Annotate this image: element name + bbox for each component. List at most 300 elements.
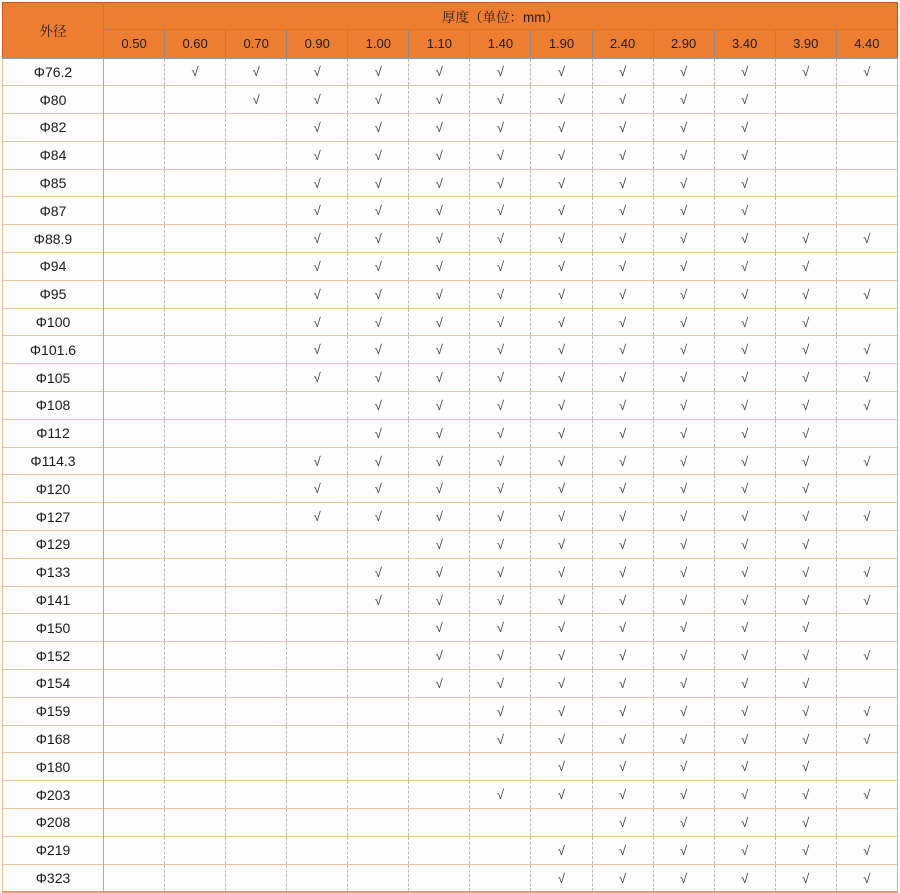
check-cell-checked: √ xyxy=(714,586,775,614)
check-cell-empty xyxy=(287,670,348,698)
check-cell-checked: √ xyxy=(775,586,836,614)
check-cell-checked: √ xyxy=(836,781,897,809)
thickness-col-header: 2.90 xyxy=(653,30,714,58)
check-cell-checked: √ xyxy=(836,586,897,614)
check-cell-empty xyxy=(226,836,287,864)
check-cell-checked: √ xyxy=(775,864,836,892)
check-cell-empty xyxy=(470,753,531,781)
check-cell-checked: √ xyxy=(836,503,897,531)
check-cell-checked: √ xyxy=(836,558,897,586)
check-cell-checked: √ xyxy=(470,558,531,586)
check-cell-checked: √ xyxy=(348,280,409,308)
row-header-diameter: Φ127 xyxy=(3,503,104,531)
check-cell-checked: √ xyxy=(714,836,775,864)
check-cell-empty xyxy=(287,558,348,586)
table-row xyxy=(3,531,898,559)
check-cell-checked: √ xyxy=(470,114,531,142)
check-cell-empty xyxy=(531,809,592,837)
check-cell-empty xyxy=(104,58,165,86)
thickness-header: 厚度（单位：mm） xyxy=(104,3,898,30)
table-row xyxy=(3,308,898,336)
check-cell-checked: √ xyxy=(653,141,714,169)
check-cell-checked: √ xyxy=(531,447,592,475)
row-header-diameter: Φ82 xyxy=(3,114,104,142)
table-row xyxy=(3,419,898,447)
check-cell-empty xyxy=(226,280,287,308)
check-cell-checked: √ xyxy=(531,531,592,559)
check-cell-empty xyxy=(775,169,836,197)
check-cell-checked: √ xyxy=(348,364,409,392)
check-cell-empty xyxy=(287,586,348,614)
check-cell-empty xyxy=(165,670,226,698)
table-row xyxy=(3,670,898,698)
check-cell-checked: √ xyxy=(714,308,775,336)
check-cell-empty xyxy=(104,781,165,809)
check-cell-checked: √ xyxy=(348,253,409,281)
check-cell-checked: √ xyxy=(714,864,775,892)
check-cell-checked: √ xyxy=(836,447,897,475)
check-cell-empty xyxy=(165,169,226,197)
table-row xyxy=(3,197,898,225)
check-cell-empty xyxy=(836,419,897,447)
check-cell-checked: √ xyxy=(287,308,348,336)
check-cell-empty xyxy=(226,809,287,837)
check-cell-empty xyxy=(409,809,470,837)
check-cell-checked: √ xyxy=(592,197,653,225)
check-cell-checked: √ xyxy=(531,58,592,86)
check-cell-empty xyxy=(226,670,287,698)
check-cell-checked: √ xyxy=(470,642,531,670)
check-cell-empty xyxy=(226,558,287,586)
check-cell-checked: √ xyxy=(653,586,714,614)
outer-diameter-header: 外径 xyxy=(3,3,104,58)
check-cell-checked: √ xyxy=(409,86,470,114)
check-cell-empty xyxy=(104,169,165,197)
check-cell-checked: √ xyxy=(348,475,409,503)
check-cell-checked: √ xyxy=(592,531,653,559)
row-header-diameter: Φ203 xyxy=(3,781,104,809)
check-cell-checked: √ xyxy=(470,531,531,559)
check-cell-checked: √ xyxy=(470,336,531,364)
check-cell-empty xyxy=(409,781,470,809)
check-cell-checked: √ xyxy=(836,642,897,670)
check-cell-checked: √ xyxy=(592,864,653,892)
check-cell-checked: √ xyxy=(470,475,531,503)
check-cell-checked: √ xyxy=(531,392,592,420)
row-header-diameter: Φ219 xyxy=(3,836,104,864)
table-row xyxy=(3,558,898,586)
check-cell-checked: √ xyxy=(592,697,653,725)
check-cell-checked: √ xyxy=(470,58,531,86)
check-cell-empty xyxy=(836,475,897,503)
check-cell-empty xyxy=(104,392,165,420)
check-cell-checked: √ xyxy=(592,280,653,308)
row-header-diameter: Φ87 xyxy=(3,197,104,225)
check-cell-checked: √ xyxy=(653,531,714,559)
check-cell-checked: √ xyxy=(775,781,836,809)
check-cell-checked: √ xyxy=(592,364,653,392)
check-cell-empty xyxy=(165,809,226,837)
row-header-diameter: Φ100 xyxy=(3,308,104,336)
check-cell-empty xyxy=(104,697,165,725)
check-cell-checked: √ xyxy=(531,280,592,308)
check-cell-empty xyxy=(165,280,226,308)
table-row xyxy=(3,253,898,281)
check-cell-empty xyxy=(104,141,165,169)
thickness-col-header: 0.90 xyxy=(287,30,348,58)
check-cell-checked: √ xyxy=(775,531,836,559)
check-cell-checked: √ xyxy=(470,225,531,253)
check-cell-empty xyxy=(348,753,409,781)
table-row xyxy=(3,280,898,308)
check-cell-checked: √ xyxy=(348,114,409,142)
row-header-diameter: Φ208 xyxy=(3,809,104,837)
check-cell-checked: √ xyxy=(531,670,592,698)
check-cell-checked: √ xyxy=(592,558,653,586)
check-cell-checked: √ xyxy=(287,475,348,503)
check-cell-empty xyxy=(409,836,470,864)
check-cell-checked: √ xyxy=(592,114,653,142)
check-cell-empty xyxy=(165,642,226,670)
check-cell-checked: √ xyxy=(653,58,714,86)
check-cell-checked: √ xyxy=(165,58,226,86)
check-cell-checked: √ xyxy=(775,725,836,753)
check-cell-empty xyxy=(348,642,409,670)
check-cell-checked: √ xyxy=(409,531,470,559)
table-row xyxy=(3,169,898,197)
check-cell-checked: √ xyxy=(775,280,836,308)
check-cell-checked: √ xyxy=(714,58,775,86)
check-cell-checked: √ xyxy=(714,475,775,503)
check-cell-checked: √ xyxy=(836,725,897,753)
check-cell-checked: √ xyxy=(531,364,592,392)
check-cell-checked: √ xyxy=(287,336,348,364)
check-cell-checked: √ xyxy=(470,503,531,531)
check-cell-empty xyxy=(226,697,287,725)
check-cell-checked: √ xyxy=(592,419,653,447)
check-cell-checked: √ xyxy=(409,141,470,169)
check-cell-empty xyxy=(836,114,897,142)
check-cell-empty xyxy=(226,225,287,253)
check-cell-checked: √ xyxy=(653,809,714,837)
check-cell-checked: √ xyxy=(531,697,592,725)
check-cell-empty xyxy=(348,809,409,837)
check-cell-checked: √ xyxy=(531,503,592,531)
check-cell-checked: √ xyxy=(409,169,470,197)
check-cell-checked: √ xyxy=(653,308,714,336)
check-cell-empty xyxy=(836,197,897,225)
row-header-diameter: Φ141 xyxy=(3,586,104,614)
check-cell-checked: √ xyxy=(531,197,592,225)
check-cell-empty xyxy=(836,670,897,698)
check-cell-empty xyxy=(165,197,226,225)
check-cell-checked: √ xyxy=(409,586,470,614)
check-cell-empty xyxy=(165,336,226,364)
check-cell-empty xyxy=(226,781,287,809)
check-cell-empty xyxy=(226,253,287,281)
check-cell-checked: √ xyxy=(653,225,714,253)
check-cell-empty xyxy=(226,586,287,614)
check-cell-checked: √ xyxy=(592,447,653,475)
check-cell-checked: √ xyxy=(592,753,653,781)
check-cell-checked: √ xyxy=(348,392,409,420)
check-cell-empty xyxy=(165,475,226,503)
table-row xyxy=(3,225,898,253)
table-row xyxy=(3,364,898,392)
table-row xyxy=(3,753,898,781)
check-cell-checked: √ xyxy=(775,475,836,503)
check-cell-checked: √ xyxy=(714,531,775,559)
check-cell-checked: √ xyxy=(531,781,592,809)
check-cell-empty xyxy=(165,86,226,114)
check-cell-empty xyxy=(287,392,348,420)
check-cell-empty xyxy=(348,836,409,864)
check-cell-empty xyxy=(226,364,287,392)
check-cell-checked: √ xyxy=(836,225,897,253)
check-cell-empty xyxy=(165,225,226,253)
check-cell-checked: √ xyxy=(592,586,653,614)
check-cell-checked: √ xyxy=(470,419,531,447)
check-cell-checked: √ xyxy=(531,308,592,336)
check-cell-checked: √ xyxy=(714,419,775,447)
check-cell-checked: √ xyxy=(714,642,775,670)
check-cell-checked: √ xyxy=(470,364,531,392)
check-cell-checked: √ xyxy=(348,169,409,197)
check-cell-empty xyxy=(165,253,226,281)
check-cell-checked: √ xyxy=(470,280,531,308)
table-row xyxy=(3,642,898,670)
check-cell-checked: √ xyxy=(531,642,592,670)
check-cell-empty xyxy=(348,697,409,725)
check-cell-empty xyxy=(226,503,287,531)
check-cell-checked: √ xyxy=(409,475,470,503)
check-cell-checked: √ xyxy=(409,392,470,420)
check-cell-checked: √ xyxy=(531,86,592,114)
check-cell-checked: √ xyxy=(714,670,775,698)
check-cell-empty xyxy=(226,169,287,197)
check-cell-checked: √ xyxy=(348,86,409,114)
row-header-diameter: Φ108 xyxy=(3,392,104,420)
check-cell-empty xyxy=(226,864,287,892)
table-row xyxy=(3,86,898,114)
check-cell-empty xyxy=(836,169,897,197)
check-cell-empty xyxy=(348,781,409,809)
check-cell-empty xyxy=(165,864,226,892)
check-cell-checked: √ xyxy=(653,558,714,586)
check-cell-checked: √ xyxy=(531,836,592,864)
row-header-diameter: Φ101.6 xyxy=(3,336,104,364)
check-cell-checked: √ xyxy=(409,114,470,142)
thickness-col-header: 3.90 xyxy=(775,30,836,58)
check-cell-checked: √ xyxy=(714,753,775,781)
check-cell-checked: √ xyxy=(653,781,714,809)
check-cell-checked: √ xyxy=(836,336,897,364)
check-cell-checked: √ xyxy=(409,197,470,225)
check-cell-checked: √ xyxy=(531,336,592,364)
check-cell-empty xyxy=(104,864,165,892)
check-cell-checked: √ xyxy=(348,419,409,447)
thickness-col-header: 0.50 xyxy=(104,30,165,58)
check-cell-checked: √ xyxy=(470,781,531,809)
row-header-diameter: Φ85 xyxy=(3,169,104,197)
check-cell-checked: √ xyxy=(470,614,531,642)
check-cell-checked: √ xyxy=(775,364,836,392)
check-cell-empty xyxy=(104,308,165,336)
check-cell-checked: √ xyxy=(531,753,592,781)
check-cell-checked: √ xyxy=(348,58,409,86)
check-cell-checked: √ xyxy=(775,447,836,475)
check-cell-checked: √ xyxy=(653,253,714,281)
check-cell-checked: √ xyxy=(470,308,531,336)
check-cell-empty xyxy=(836,809,897,837)
check-cell-empty xyxy=(287,864,348,892)
check-cell-checked: √ xyxy=(409,447,470,475)
check-cell-checked: √ xyxy=(348,558,409,586)
check-cell-checked: √ xyxy=(531,475,592,503)
check-cell-checked: √ xyxy=(531,864,592,892)
check-cell-empty xyxy=(165,558,226,586)
check-cell-empty xyxy=(165,419,226,447)
row-header-diameter: Φ154 xyxy=(3,670,104,698)
check-cell-checked: √ xyxy=(775,614,836,642)
check-cell-checked: √ xyxy=(470,725,531,753)
check-cell-checked: √ xyxy=(409,670,470,698)
check-cell-empty xyxy=(104,809,165,837)
row-header-diameter: Φ180 xyxy=(3,753,104,781)
check-cell-checked: √ xyxy=(775,558,836,586)
check-cell-checked: √ xyxy=(775,419,836,447)
check-cell-empty xyxy=(104,86,165,114)
row-header-diameter: Φ114.3 xyxy=(3,447,104,475)
check-cell-checked: √ xyxy=(409,364,470,392)
check-cell-empty xyxy=(226,447,287,475)
check-cell-checked: √ xyxy=(470,253,531,281)
check-cell-checked: √ xyxy=(287,169,348,197)
check-cell-checked: √ xyxy=(531,725,592,753)
check-cell-checked: √ xyxy=(470,197,531,225)
check-cell-checked: √ xyxy=(714,558,775,586)
check-cell-checked: √ xyxy=(714,614,775,642)
check-cell-empty xyxy=(226,392,287,420)
check-cell-empty xyxy=(165,364,226,392)
check-cell-checked: √ xyxy=(592,225,653,253)
check-cell-checked: √ xyxy=(287,280,348,308)
table-row xyxy=(3,809,898,837)
check-cell-empty xyxy=(226,753,287,781)
table-row xyxy=(3,114,898,142)
table-body xyxy=(3,58,898,893)
check-cell-checked: √ xyxy=(653,697,714,725)
table-row xyxy=(3,697,898,725)
check-cell-checked: √ xyxy=(714,392,775,420)
check-cell-checked: √ xyxy=(287,197,348,225)
check-cell-empty xyxy=(104,614,165,642)
check-cell-empty xyxy=(226,336,287,364)
check-cell-empty xyxy=(165,114,226,142)
check-cell-checked: √ xyxy=(531,169,592,197)
check-cell-empty xyxy=(104,670,165,698)
check-cell-empty xyxy=(104,558,165,586)
check-cell-checked: √ xyxy=(531,614,592,642)
check-cell-checked: √ xyxy=(775,836,836,864)
table-row xyxy=(3,725,898,753)
check-cell-empty xyxy=(287,836,348,864)
table-row xyxy=(3,503,898,531)
check-cell-checked: √ xyxy=(653,642,714,670)
row-header-diameter: Φ80 xyxy=(3,86,104,114)
check-cell-checked: √ xyxy=(836,392,897,420)
check-cell-checked: √ xyxy=(531,419,592,447)
row-header-diameter: Φ88.9 xyxy=(3,225,104,253)
check-cell-checked: √ xyxy=(592,58,653,86)
check-cell-checked: √ xyxy=(653,475,714,503)
check-cell-empty xyxy=(104,225,165,253)
table-row xyxy=(3,781,898,809)
check-cell-checked: √ xyxy=(592,336,653,364)
check-cell-empty xyxy=(775,114,836,142)
check-cell-checked: √ xyxy=(470,670,531,698)
check-cell-checked: √ xyxy=(470,447,531,475)
pipe-thickness-table xyxy=(2,2,898,893)
check-cell-empty xyxy=(409,864,470,892)
check-cell-checked: √ xyxy=(470,141,531,169)
check-cell-empty xyxy=(104,419,165,447)
check-cell-empty xyxy=(836,253,897,281)
check-cell-checked: √ xyxy=(836,280,897,308)
row-header-diameter: Φ84 xyxy=(3,141,104,169)
check-cell-checked: √ xyxy=(592,670,653,698)
check-cell-empty xyxy=(165,725,226,753)
check-cell-checked: √ xyxy=(592,836,653,864)
check-cell-checked: √ xyxy=(653,114,714,142)
check-cell-checked: √ xyxy=(836,864,897,892)
check-cell-checked: √ xyxy=(714,725,775,753)
check-cell-empty xyxy=(287,781,348,809)
check-cell-checked: √ xyxy=(226,58,287,86)
check-cell-checked: √ xyxy=(653,280,714,308)
check-cell-checked: √ xyxy=(714,225,775,253)
check-cell-checked: √ xyxy=(409,419,470,447)
check-cell-checked: √ xyxy=(836,836,897,864)
check-cell-empty xyxy=(104,836,165,864)
check-cell-checked: √ xyxy=(714,169,775,197)
check-cell-checked: √ xyxy=(409,280,470,308)
check-cell-checked: √ xyxy=(714,86,775,114)
check-cell-empty xyxy=(104,753,165,781)
check-cell-empty xyxy=(104,531,165,559)
check-cell-checked: √ xyxy=(287,447,348,475)
table-row xyxy=(3,141,898,169)
check-cell-checked: √ xyxy=(653,392,714,420)
check-cell-checked: √ xyxy=(592,392,653,420)
check-cell-empty xyxy=(226,141,287,169)
check-cell-empty xyxy=(226,531,287,559)
check-cell-empty xyxy=(409,725,470,753)
check-cell-empty xyxy=(104,280,165,308)
check-cell-checked: √ xyxy=(409,614,470,642)
check-cell-checked: √ xyxy=(653,836,714,864)
check-cell-checked: √ xyxy=(714,781,775,809)
check-cell-empty xyxy=(226,614,287,642)
check-cell-empty xyxy=(836,86,897,114)
thickness-col-header: 4.40 xyxy=(836,30,897,58)
check-cell-checked: √ xyxy=(287,86,348,114)
row-header-diameter: Φ120 xyxy=(3,475,104,503)
check-cell-checked: √ xyxy=(653,753,714,781)
thickness-col-header: 3.40 xyxy=(714,30,775,58)
check-cell-checked: √ xyxy=(653,503,714,531)
row-header-diameter: Φ168 xyxy=(3,725,104,753)
